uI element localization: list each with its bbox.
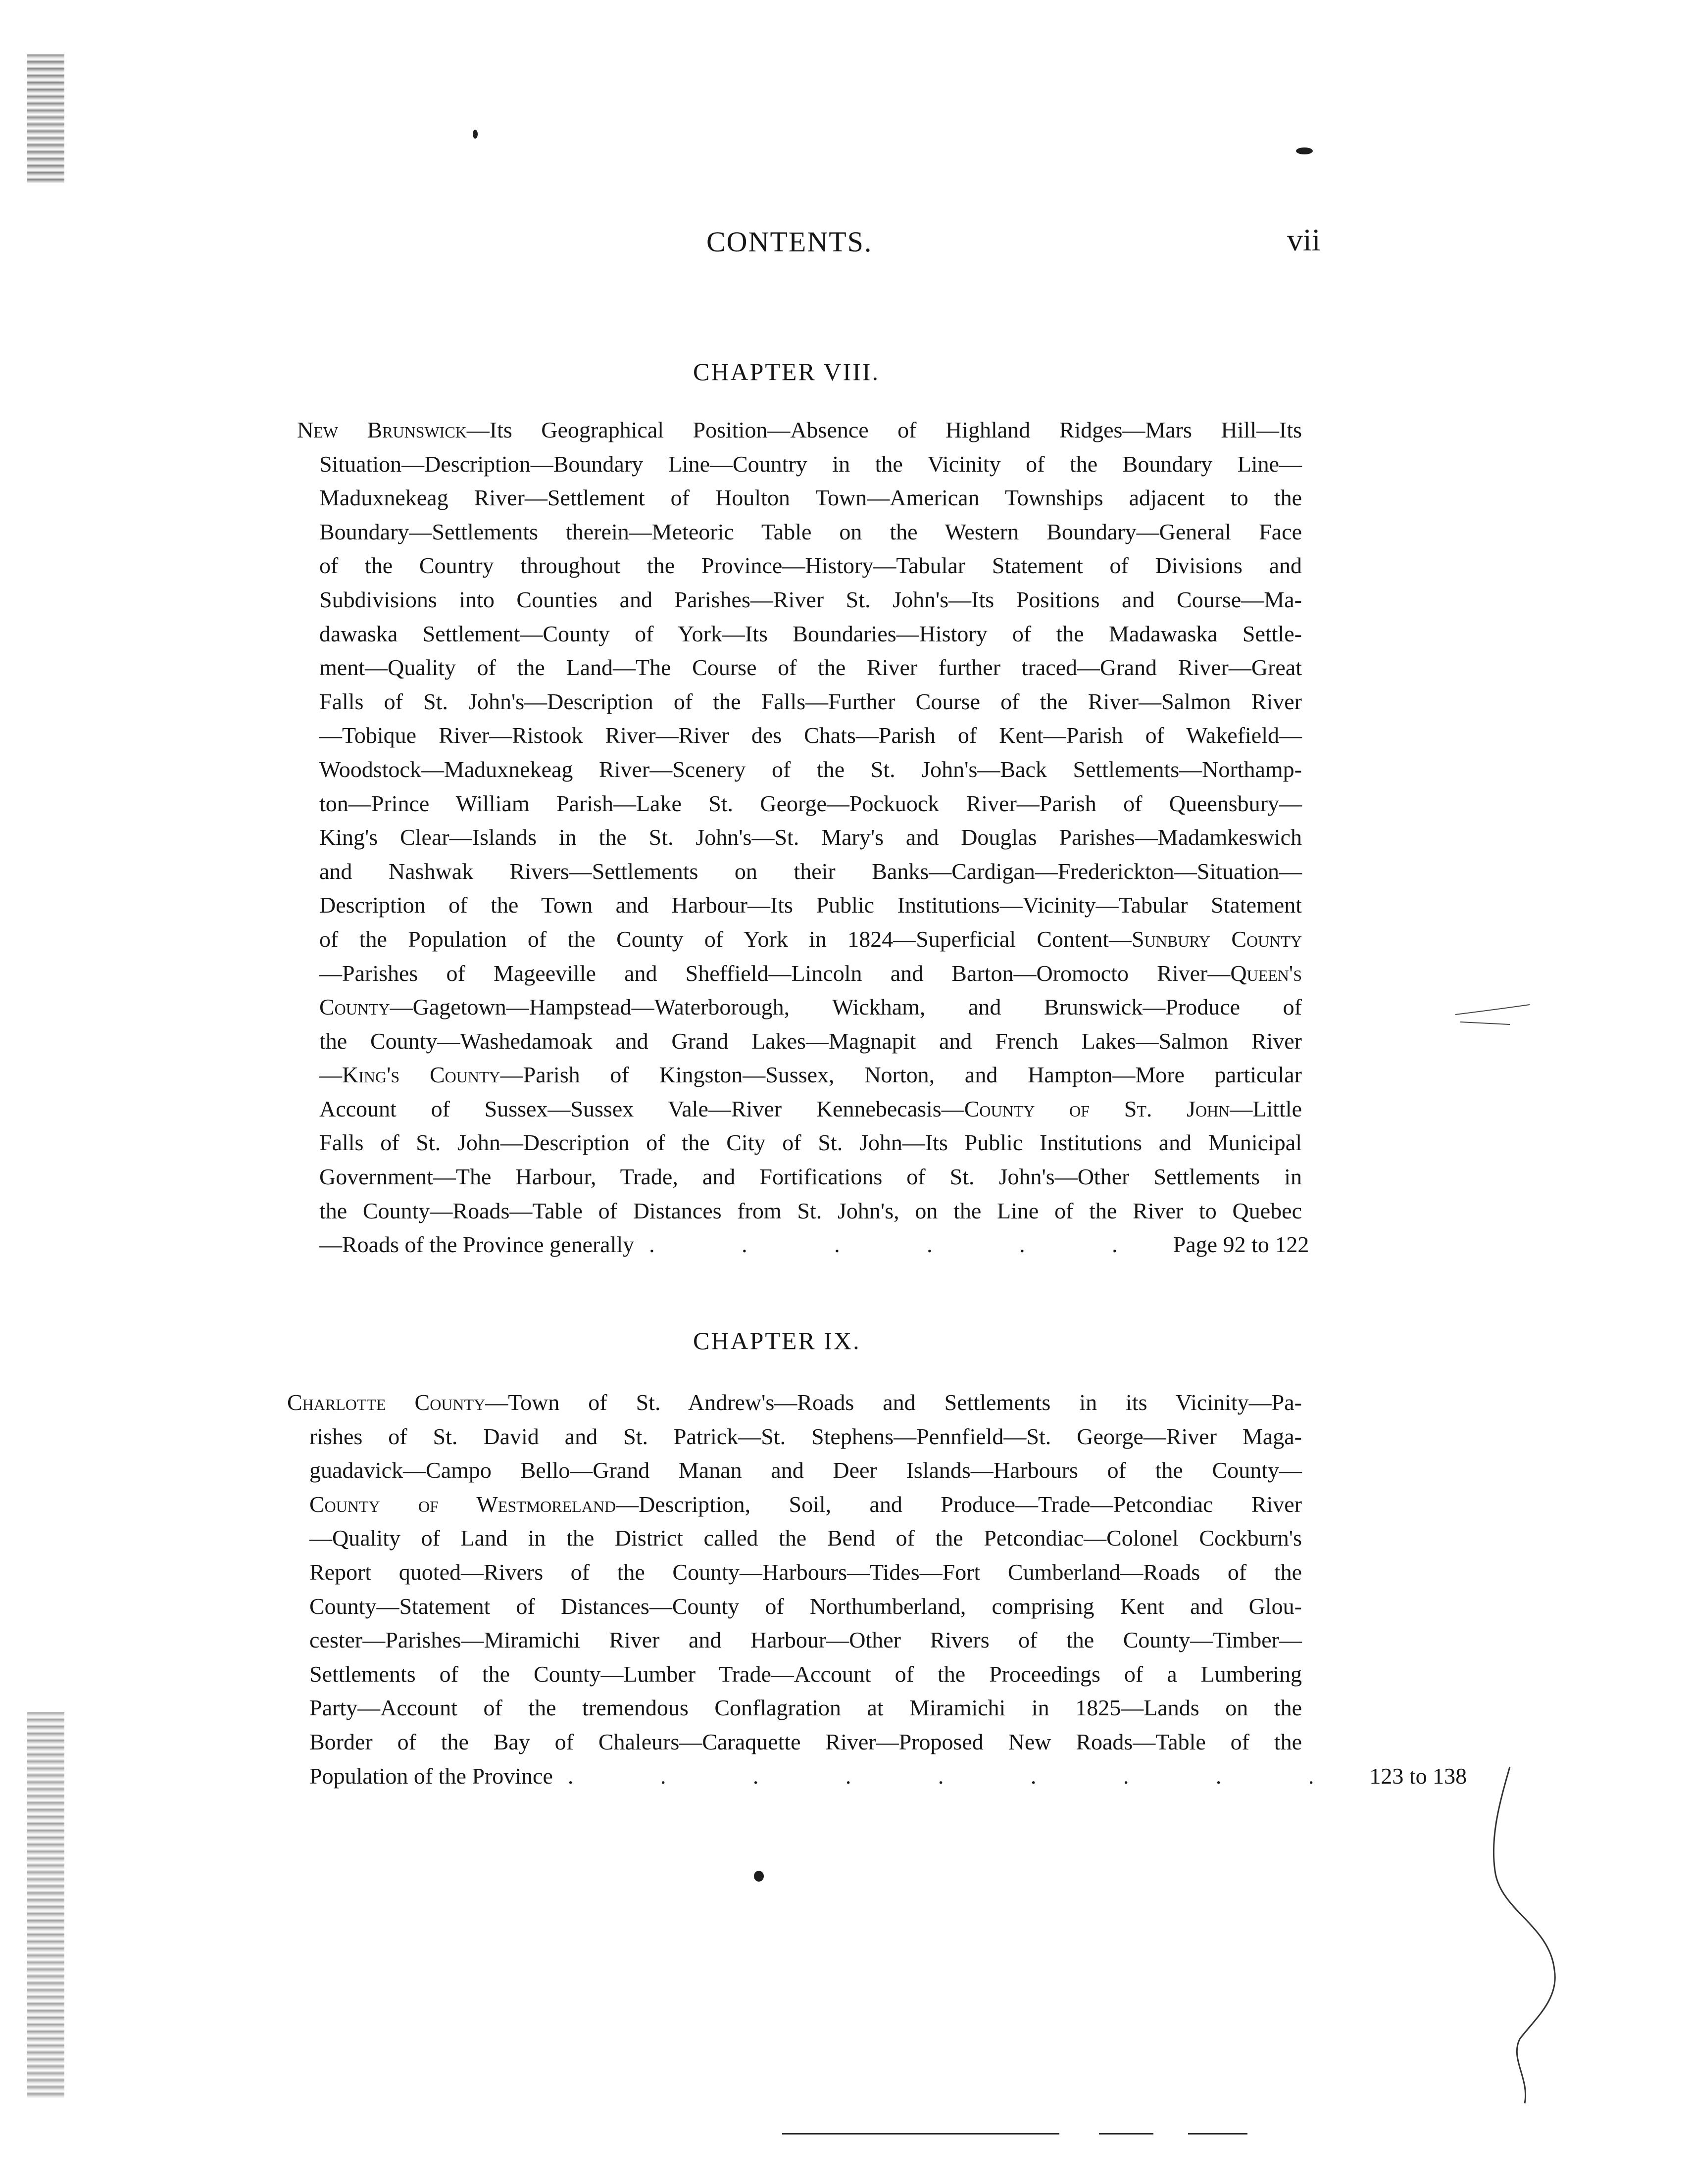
small-caps-term: County of Westmoreland (309, 1491, 616, 1517)
summary-line: Boundary—Settlements therein—Meteoric Table on the Western Boundary—General Face (319, 519, 1302, 544)
summary-text: Population of the Province (309, 1763, 553, 1789)
bottom-rule-fragment (1188, 2133, 1247, 2135)
chapter-heading: CHAPTER IX. (693, 1327, 861, 1355)
summary-line (297, 990, 1302, 1024)
small-caps-term: Sunbury County (1132, 926, 1302, 952)
binding-edge-shadow (27, 1712, 64, 2098)
ink-speck (1296, 147, 1313, 154)
summary-line: Subdivisions into Counties and Parishes—River St. John's—Its Positions and Course—Ma- (319, 586, 1302, 612)
summary-line: ment—Quality of the Land—The Course of the River further traced—Grand River—Great (319, 655, 1302, 680)
margin-pencil-mark (1450, 995, 1535, 1039)
summary-line: County—Statement of Distances—County of Northumberland, comprising Kent and Glou- (309, 1593, 1302, 1619)
summary-line: Situation—Description—Boundary Line—Country in the Vicinity of the Boundary Line— (319, 451, 1302, 477)
summary-line: Border of the Bay of Chaleurs—Caraquette River—Proposed New Roads—Table of the (309, 1729, 1302, 1754)
binding-edge-shadow (27, 54, 64, 183)
chapter-summary (297, 413, 1309, 1262)
summary-line: Description of the Town and Harbour—Its Public Institutions—Vicinity—Tabular Statement (319, 892, 1302, 918)
summary-text: —Town of St. Andrew's—Roads and Settlements in its Vicinity—Pa- (485, 1390, 1302, 1415)
ink-speck (473, 130, 478, 139)
summary-final-line (287, 1759, 1467, 1794)
summary-text: — (319, 1062, 342, 1088)
summary-line (297, 413, 1302, 447)
chapter-heading: CHAPTER VIII. (693, 358, 880, 386)
summary-line: and Nashwak Rivers—Settlements on their Banks—Cardigan—Frederickton—Situation— (319, 858, 1302, 884)
chapter-summary (287, 1386, 1467, 1793)
summary-line: ton—Prince William Parish—Lake St. George—Pockuock River—Parish of Queensbury— (319, 790, 1302, 816)
bottom-rule-fragment (782, 2133, 1059, 2135)
ink-speck (754, 1871, 764, 1882)
small-caps-term: County of St. John (964, 1096, 1230, 1121)
summary-line: Settlements of the County—Lumber Trade—Account of the Proceedings of a Lumbering (309, 1661, 1302, 1687)
summary-line (287, 1386, 1302, 1420)
leader-dots: . . . . . . (649, 1232, 1158, 1258)
summary-line: Government—The Harbour, Trade, and Fortifications of St. John's—Other Settlements in (319, 1164, 1302, 1190)
summary-line: Woodstock—Maduxnekeag River—Scenery of the St. John's—Back Settlements—Northamp- (319, 756, 1302, 782)
small-caps-term: New Brunswick (297, 417, 467, 442)
small-caps-term: Charlotte County (287, 1390, 486, 1415)
summary-line: dawaska Settlement—County of York—Its Boundaries—History of the Madawaska Settle- (319, 621, 1302, 646)
bottom-rule-fragment (1099, 2133, 1153, 2135)
running-title: CONTENTS. (706, 226, 873, 258)
summary-text: —Description, Soil, and Produce—Trade—Petcondiac River (616, 1491, 1302, 1517)
summary-text: —Its Geographical Position—Absence of Highland Ridges—Mars Hill—Its (466, 417, 1302, 442)
summary-line (297, 922, 1302, 957)
page-reference: Page 92 to 122 (1173, 1232, 1309, 1258)
summary-line (287, 1488, 1302, 1522)
summary-line: cester—Parishes—Miramichi River and Harbour—Other Rivers of the County—Timber— (309, 1627, 1302, 1653)
summary-line: Report quoted—Rivers of the County—Harbours—Tides—Fort Cumberland—Roads of the (309, 1559, 1302, 1585)
summary-text: Account of Sussex—Sussex Vale—River Kennebecasis— (319, 1096, 964, 1121)
summary-line: rishes of St. David and St. Patrick—St. Stephens—Pennfield—St. George—River Maga- (309, 1423, 1302, 1449)
summary-line: King's Clear—Islands in the St. John's—St. Mary's and Douglas Parishes—Madamkeswich (319, 825, 1302, 850)
small-caps-term: Queen's (1230, 960, 1302, 986)
summary-text: —Little (1230, 1096, 1302, 1121)
summary-text: —Roads of the Province generally (319, 1232, 635, 1258)
summary-line (297, 1058, 1302, 1092)
summary-line: Party—Account of the tremendous Conflagration at Miramichi in 1825—Lands on the (309, 1695, 1302, 1721)
summary-text: —Parishes of Mageeville and Sheffield—Lincoln and Barton—Oromocto River— (319, 960, 1231, 986)
small-caps-term: King's County (342, 1062, 500, 1088)
summary-line: —Quality of Land in the District called the Bend of the Petcondiac—Colonel Cockburn's (309, 1525, 1302, 1551)
summary-line: Falls of St. John's—Description of the Falls—Further Course of the River—Salmon River (319, 688, 1302, 714)
page-number: vii (1287, 222, 1321, 257)
summary-line: the County—Washedamoak and Grand Lakes—Magnapit and French Lakes—Salmon River (319, 1028, 1302, 1054)
margin-pencil-mark (1480, 1762, 1579, 2108)
small-caps-term: County (319, 994, 390, 1020)
summary-line: Falls of St. John—Description of the City of St. John—Its Public Institutions and Municipal (319, 1130, 1302, 1156)
summary-line: guadavick—Campo Bello—Grand Manan and Deer Islands—Harbours of the County— (309, 1457, 1302, 1483)
leader-dots: . . . . . . . . . (567, 1763, 1355, 1789)
summary-line: Maduxnekeag River—Settlement of Houlton Town—American Townships adjacent to the (319, 485, 1302, 511)
summary-text: —Gagetown—Hampstead—Waterborough, Wickham, and Brunswick—Produce of (390, 994, 1302, 1020)
summary-final-line (297, 1228, 1309, 1262)
summary-line (297, 1092, 1302, 1126)
summary-line: the County—Roads—Table of Distances from St. John's, on the Line of the River to Quebec (319, 1198, 1302, 1223)
summary-line: —Tobique River—Ristook River—River des Chats—Parish of Kent—Parish of Wakefield— (319, 723, 1302, 748)
summary-text: —Parish of Kingston—Sussex, Norton, and Hampton—More particular (500, 1062, 1302, 1088)
summary-line: of the Country throughout the Province—History—Tabular Statement of Divisions and (319, 553, 1302, 579)
page-reference: 123 to 138 (1369, 1763, 1467, 1789)
summary-line (297, 957, 1302, 991)
summary-text: of the Population of the County of York in 1824—Superficial Content— (319, 926, 1132, 952)
